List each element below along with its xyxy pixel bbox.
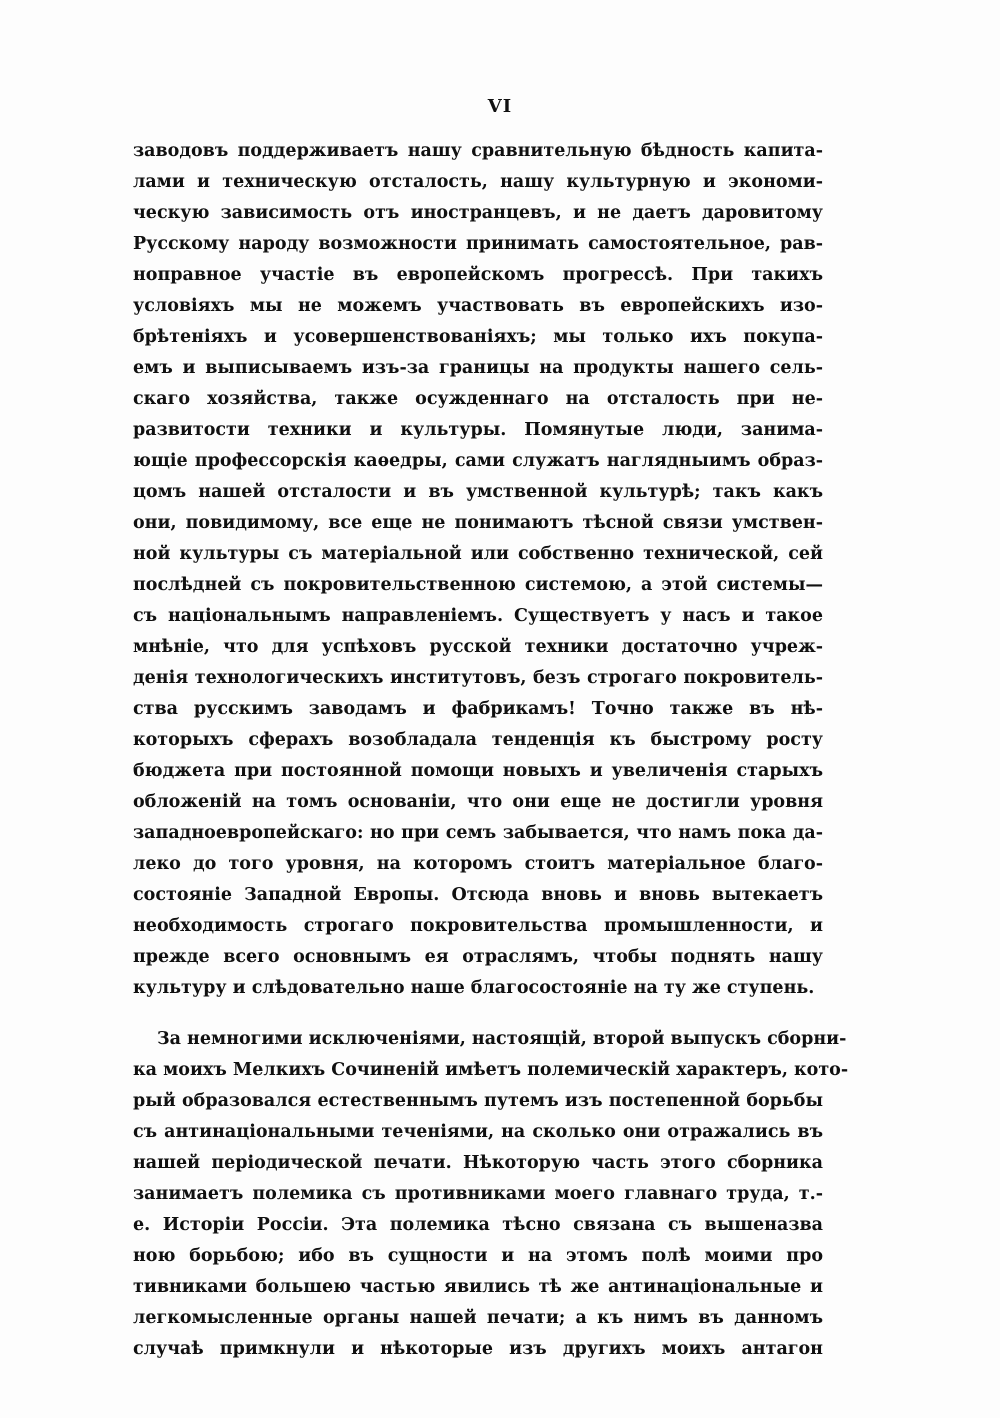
text-line: съ національнымъ направленіемъ. Существуетъ у насъ и такое [133, 606, 823, 626]
text-line: условіяхъ мы не можемъ участвовать въ европейскихъ изо- [133, 296, 823, 316]
text-line: тивниками большею частью явились тѣ же антинаціональные и [133, 1277, 823, 1297]
text-line: состояніе Западной Европы. Отсюда вновь и вновь вытекаетъ [133, 885, 823, 905]
page-number: VI [487, 96, 513, 117]
body-text [133, 136, 849, 1365]
text-line: занимаетъ полемика съ противниками моего главнаго труда, т.- [133, 1184, 823, 1204]
text-line: денія технологическихъ институтовъ, безъ строгаго покровитель- [133, 668, 823, 688]
text-line: ка моихъ Мелкихъ Сочиненій имѣетъ полемическій характеръ, кото- [133, 1060, 849, 1080]
text-line: съ антинаціональными теченіями, на сколько они отражались въ [133, 1122, 823, 1142]
text-line: нашей періодической печати. Нѣкоторую часть этого сборника [133, 1153, 823, 1173]
text-line: За немногими исключеніями, настоящій, второй выпускъ сборни- [157, 1029, 847, 1049]
text-line: обложеній на томъ основаніи, что они еще не достигли уровня [133, 792, 823, 812]
text-line: развитости техники и культуры. Помянутые люди, занима- [133, 420, 823, 440]
text-line: легкомысленные органы нашей печати; а къ нимъ въ данномъ [133, 1308, 823, 1328]
text-line: брѣтеніяхъ и усовершенствованіяхъ; мы только ихъ покупа- [133, 327, 823, 347]
text-line: мнѣніе, что для успѣховъ русской техники достаточно учреж- [133, 637, 823, 657]
text-line: ноправное участіе въ европейскомъ прогрессѣ. При такихъ [133, 265, 823, 285]
text-line: ющіе профессорскія каѳедры, сами служатъ наглядныимъ образ- [133, 451, 823, 471]
text-line: е. Исторіи Россіи. Эта полемика тѣсно связана съ вышеназва [133, 1215, 823, 1235]
text-line: Русскому народу возможности принимать самостоятельное, рав- [133, 234, 823, 254]
text-line: скаго хозяйства, также осужденнаго на отсталость при не- [133, 389, 823, 409]
text-line: емъ и выписываемъ изъ-за границы на продукты нашего сель- [133, 358, 823, 378]
text-line: лами и техническую отсталость, нашу культурную и экономи- [133, 172, 823, 192]
text-line: рый образовался естественнымъ путемъ изъ постепенной борьбы [133, 1091, 823, 1111]
text-line: леко до того уровня, на которомъ стоитъ матеріальное благо- [133, 854, 823, 874]
text-line: заводовъ поддерживаетъ нашу сравнительную бѣдность капита- [133, 141, 823, 161]
text-line: цомъ нашей отсталости и въ умственной культурѣ; такъ какъ [133, 482, 823, 502]
text-line: ною борьбою; ибо въ сущности и на этомъ полѣ моими про [133, 1246, 823, 1266]
text-line: которыхъ сферахъ возобладала тенденція къ быстрому росту [133, 730, 823, 750]
text-line: необходимость строгаго покровительства промышленности, и [133, 916, 823, 936]
text-line: культуру и слѣдовательно наше благосостояніе на ту же ступень. [133, 978, 815, 998]
text-line: ческую зависимость отъ иностранцевъ, и не даетъ даровитому [133, 203, 823, 223]
paragraph-spacer [133, 1004, 823, 1024]
text-line: бюджета при постоянной помощи новыхъ и увеличенія старыхъ [133, 761, 823, 781]
text-line: они, повидимому, все еще не понимаютъ тѣсной связи умствен- [133, 513, 823, 533]
text-line: западноевропейскаго: но при семъ забывается, что намъ пока да- [133, 823, 823, 843]
text-line: ства русскимъ заводамъ и фабрикамъ! Точно также въ нѣ- [133, 699, 823, 719]
text-line: прежде всего основнымъ ея отраслямъ, чтобы поднять нашу [133, 947, 823, 967]
text-line: случаѣ примкнули и нѣкоторые изъ другихъ моихъ антагон [133, 1339, 823, 1359]
paragraph-1 [133, 136, 823, 1004]
text-line: ной культуры съ матеріальной или собственно технической, сей [133, 544, 823, 564]
text-line: послѣдней съ покровительственною системою, а этой системы— [133, 575, 823, 595]
paragraph-2 [133, 1024, 849, 1365]
